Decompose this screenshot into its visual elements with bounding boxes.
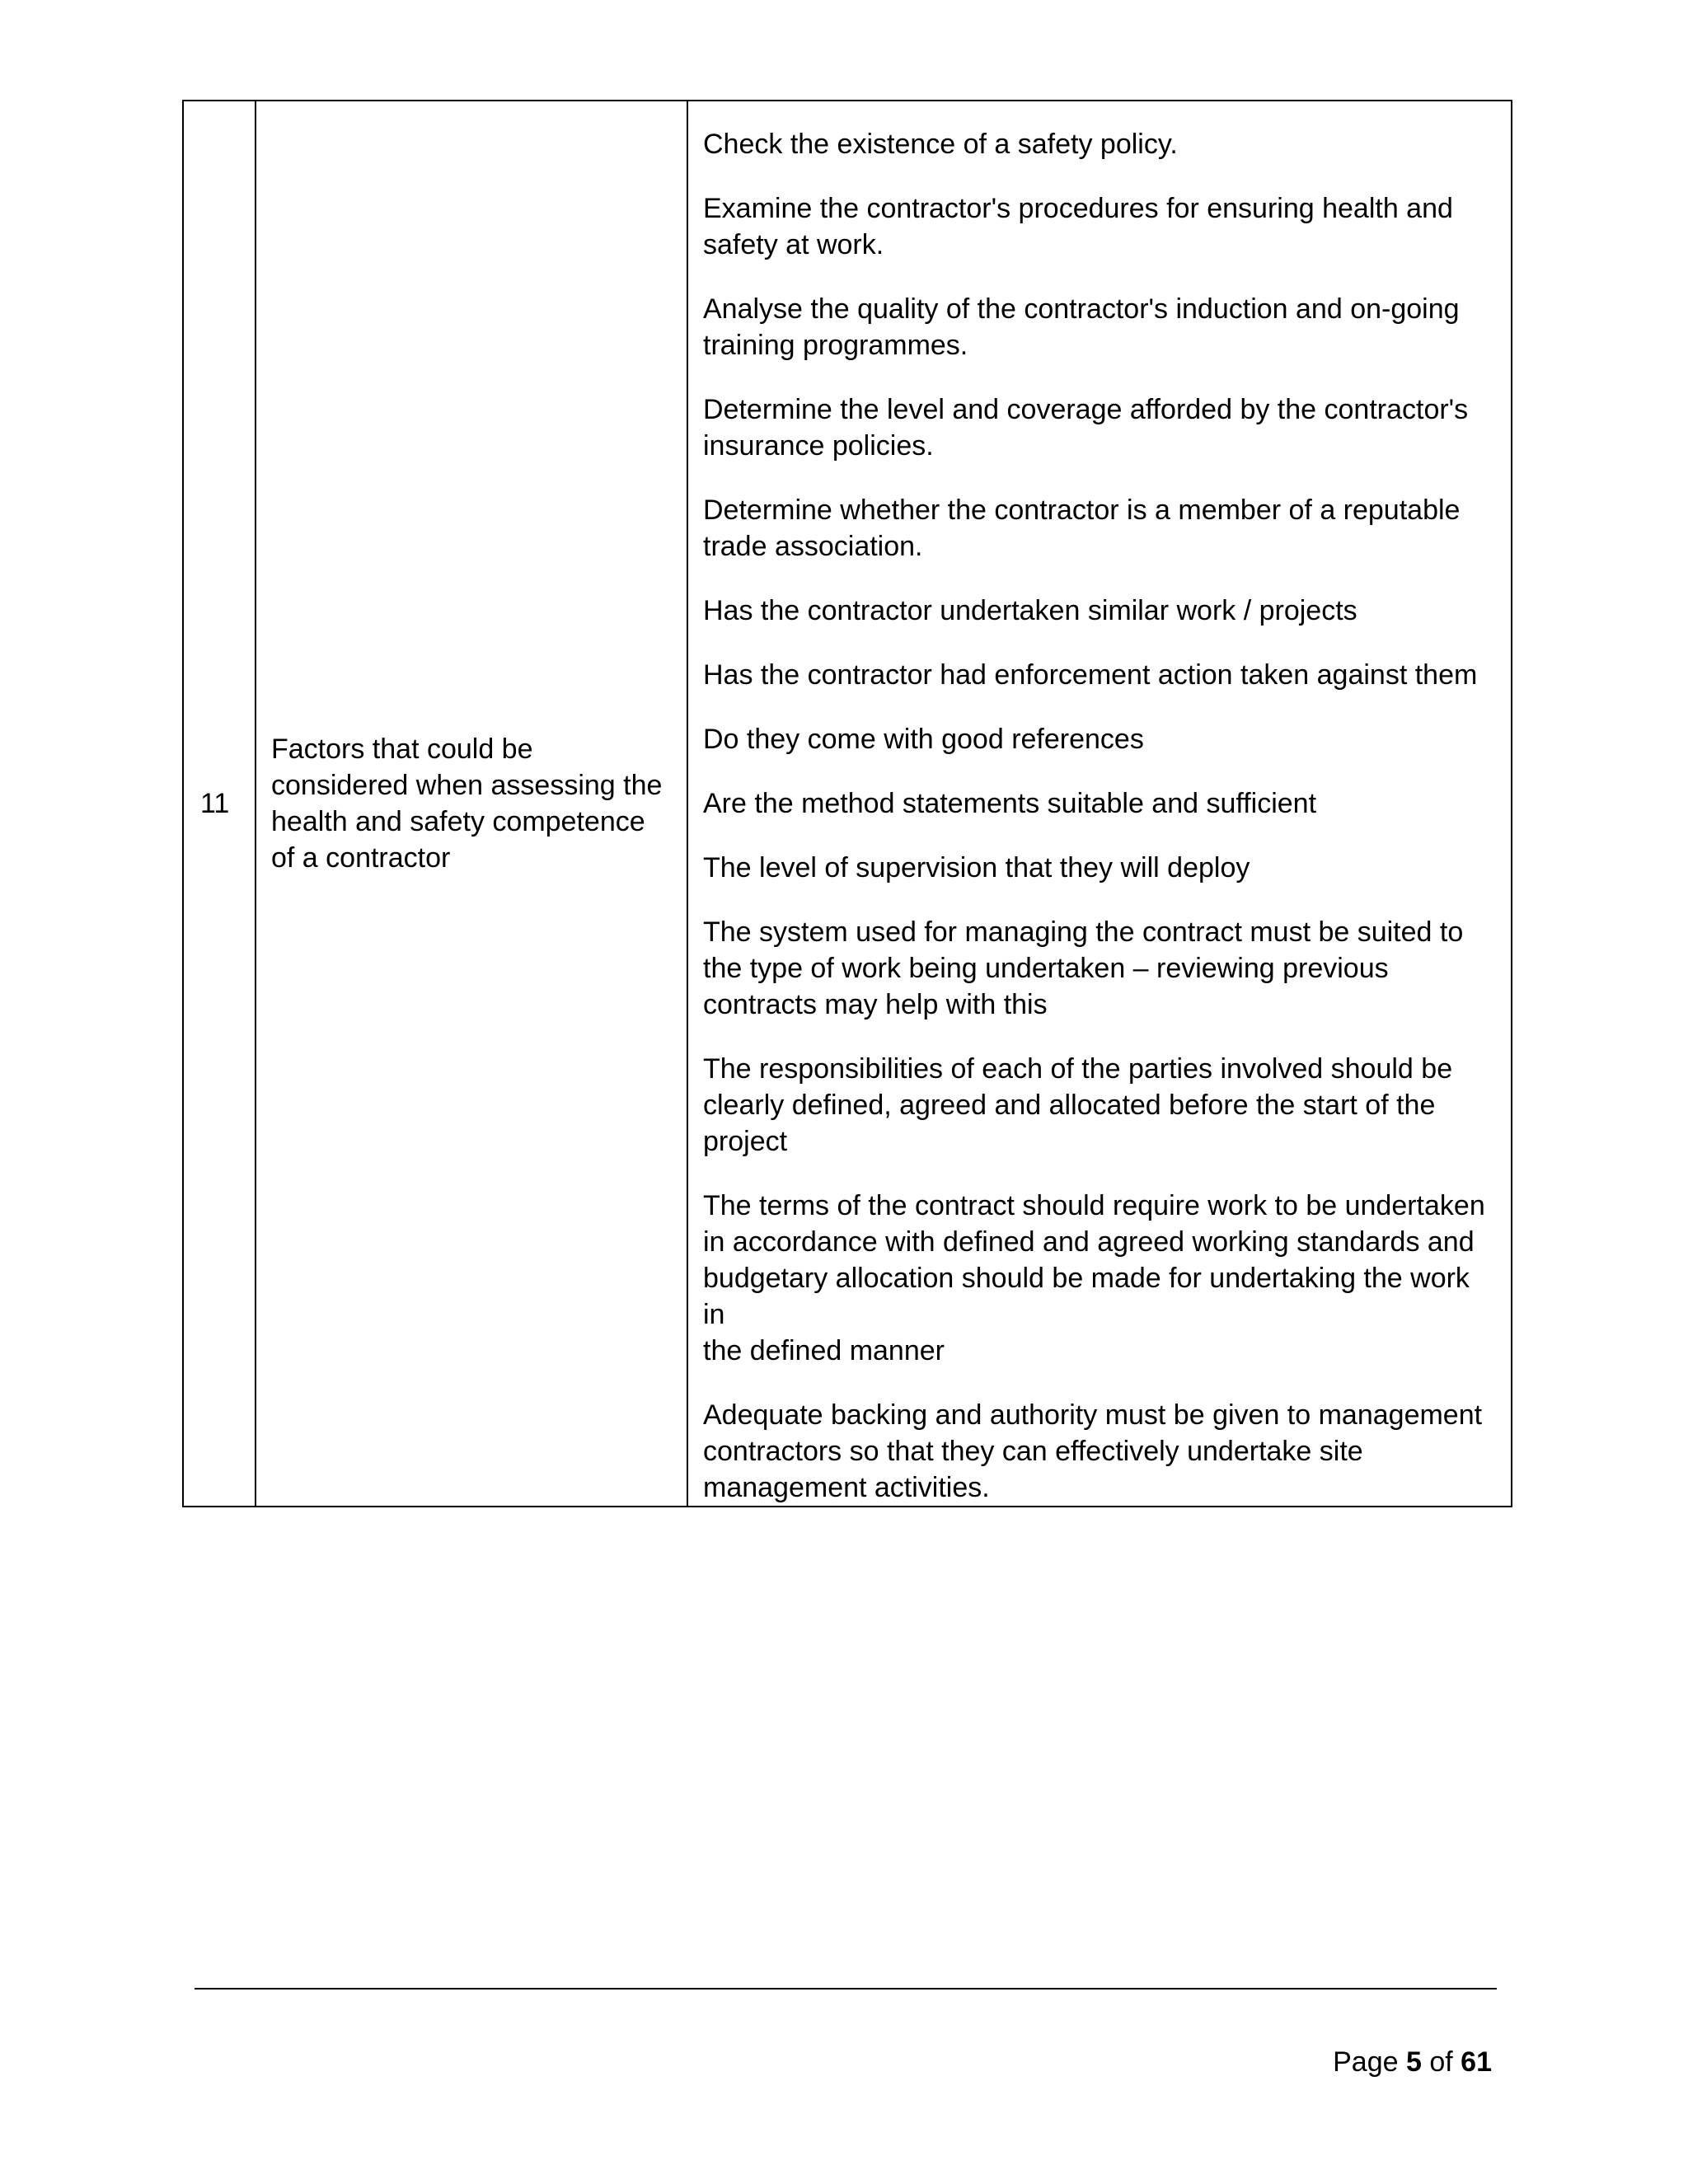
list-item: Determine whether the contractor is a member of a reputable trade association. (703, 494, 1461, 562)
list-item: Has the contractor had enforcement action taken against them (703, 659, 1478, 691)
total-pages: 61 (1461, 2046, 1492, 2078)
list-item: The terms of the contract should require work to be undertaken in accordance with defined and agreed working standards and budgetary allocation should be made for undertaking the work in the defined manner (703, 1190, 1485, 1366)
list-item: Are the method statements suitable and sufficient (703, 788, 1317, 819)
page-of-label: of (1429, 2046, 1453, 2078)
page-number (1333, 2046, 1492, 2079)
list-item: Determine the level and coverage afforded by the contractor's insurance policies. (703, 394, 1469, 462)
footer-divider (195, 1988, 1497, 1990)
list-item: The level of supervision that they will deploy (703, 852, 1250, 883)
table-row (183, 101, 1512, 1507)
list-item: The system used for managing the contract must be suited to the type of work being undertaken – reviewing previous contracts may help with this (703, 916, 1464, 1020)
page-prefix: Page (1333, 2046, 1399, 2078)
factors-table (182, 100, 1512, 1507)
row-number: 11 (183, 101, 256, 1507)
row-points (687, 101, 1512, 1507)
list-item: Examine the contractor's procedures for ensuring health and safety at work. (703, 193, 1453, 260)
list-item: Has the contractor undertaken similar work / projects (703, 595, 1357, 626)
row-topic: Factors that could be considered when assessing the health and safety competence of a contractor (256, 101, 687, 1507)
list-item: Adequate backing and authority must be given to management contractors so that they can effectively undertake site management activities. (703, 1399, 1483, 1503)
current-page: 5 (1405, 2046, 1422, 2078)
list-item: Do they come with good references (703, 724, 1144, 755)
list-item: Check the existence of a safety policy. (703, 129, 1178, 160)
list-item: The responsibilities of each of the parties involved should be clearly defined, agreed and allocated before the start of the project (703, 1053, 1453, 1157)
list-item: Analyse the quality of the contractor's induction and on-going training programmes. (703, 293, 1460, 361)
